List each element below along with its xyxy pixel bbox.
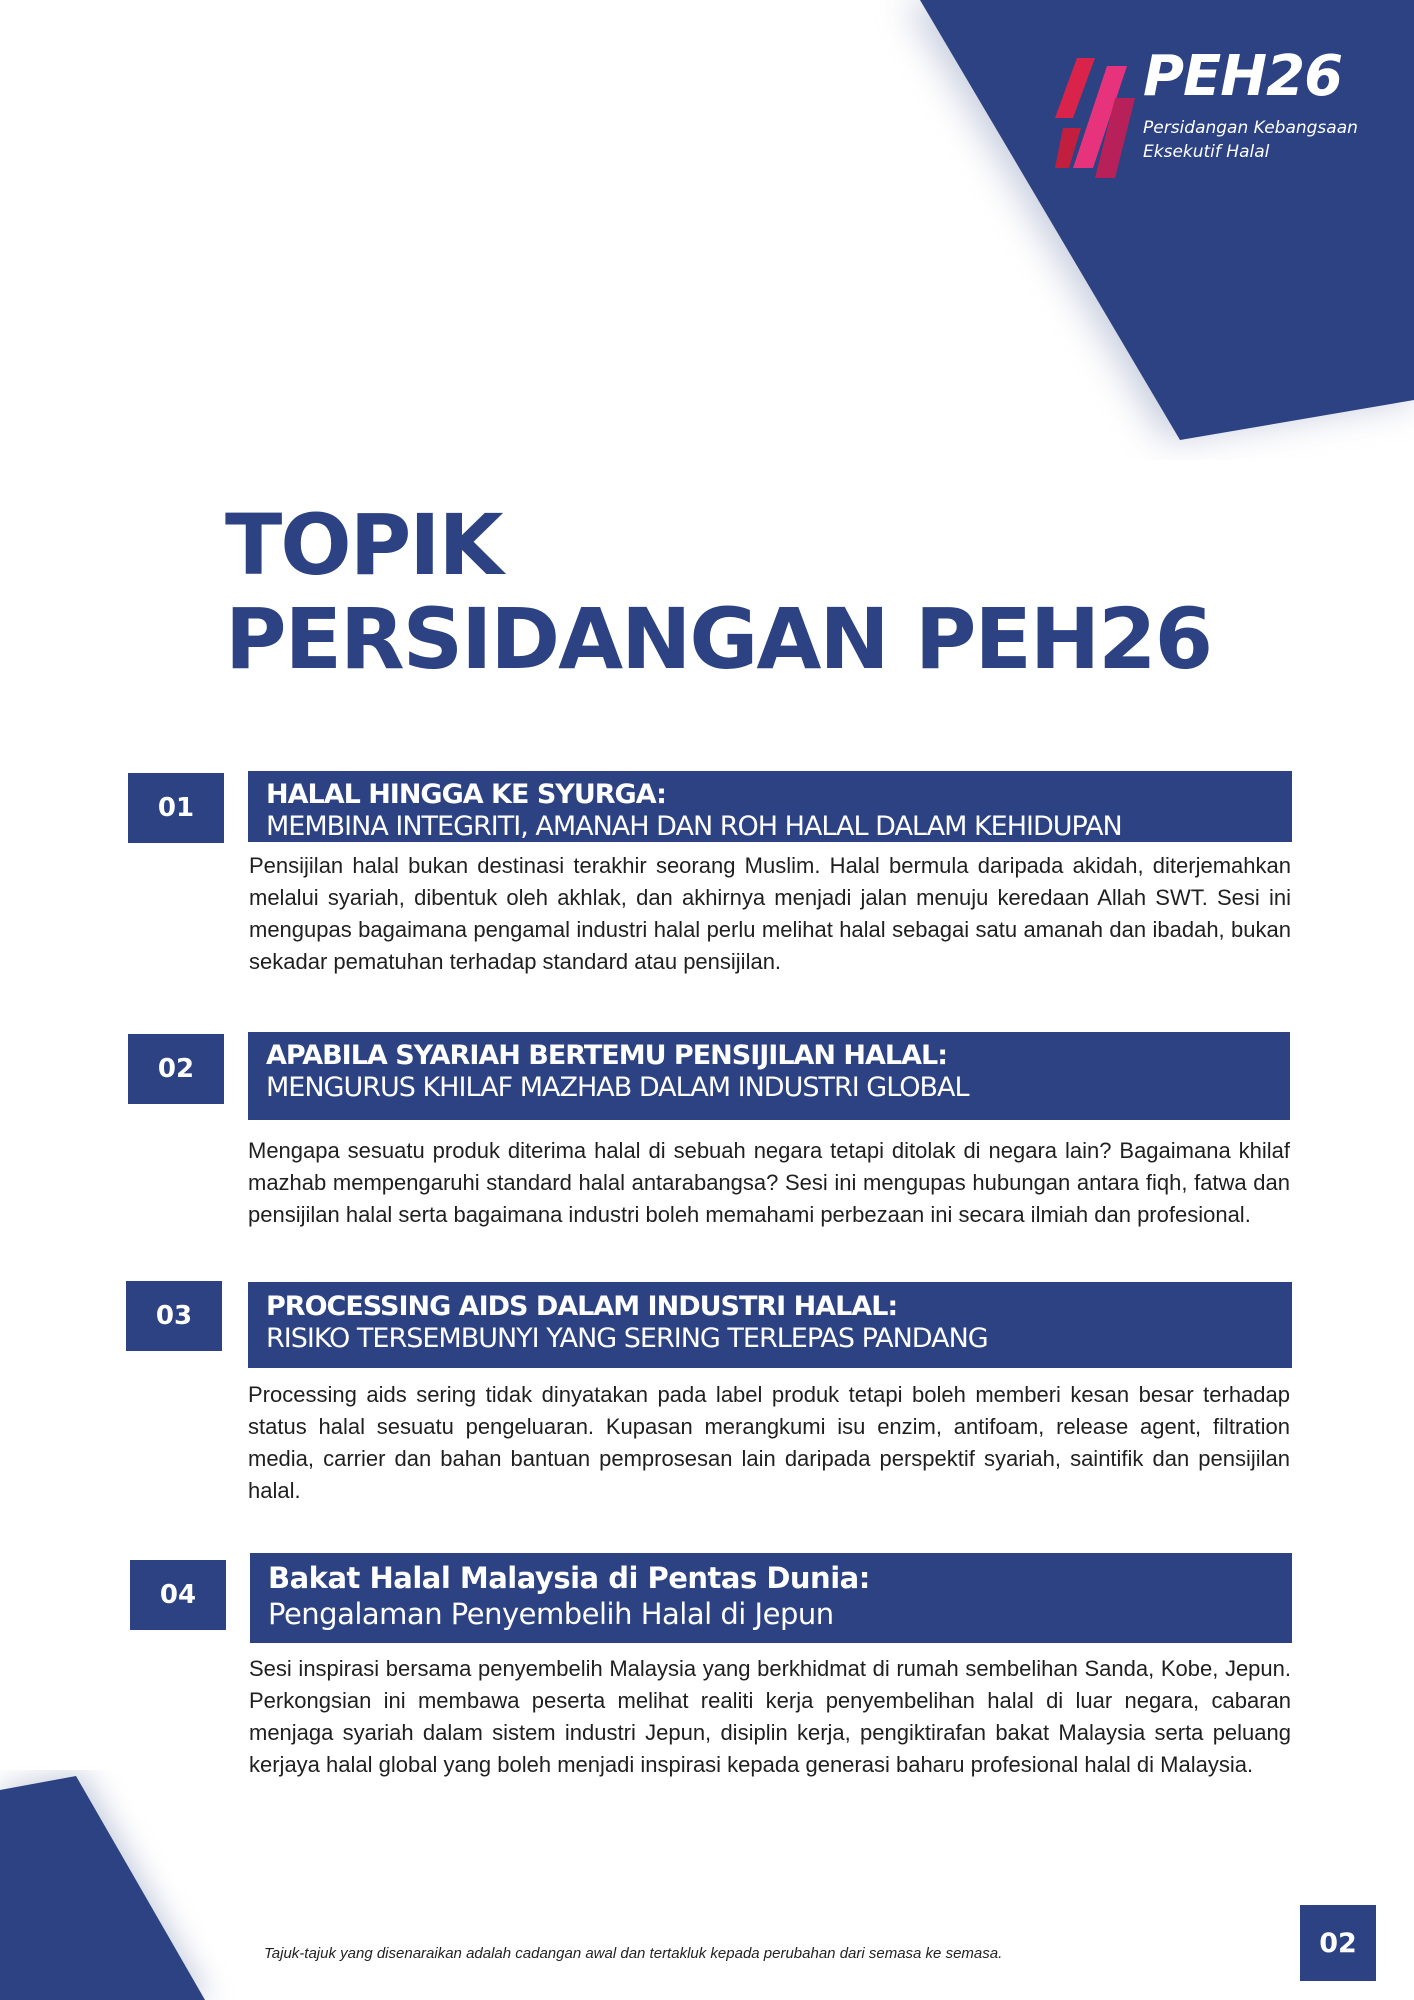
page-title (225, 498, 1211, 686)
logo-subtitle-line1: Persidangan Kebangsaan (1143, 118, 1358, 138)
topic-heading (248, 771, 1292, 842)
topic-heading-subtitle: MENGURUS KHILAF MAZHAB DALAM INDUSTRI GLOBAL (266, 1072, 969, 1103)
topic-description: Sesi inspirasi bersama penyembelih Malaysia yang berkhidmat di rumah sembelihan Sanda, Kobe, Jepun. Perkongsian ini membawa peserta melihat realiti kerja penyembelihan halal di luar negara, cabaran menjaga syariah dalam sistem industri Jepun, disiplin kerja, pengiktirafan bakat Malaysia serta peluang kerjaya halal global yang boleh menjadi inspirasi kepada generasi baharu profesional halal di Malaysia. (249, 1656, 1291, 1777)
topic-description: Mengapa sesuatu produk diterima halal di sebuah negara tetapi ditolak di negara lain? Bagaimana khilaf mazhab mempengaruhi standard halal antarabangsa? Sesi ini mengupas hubungan antara fiqh, fatwa dan pensijilan halal serta bagaimana industri boleh memahami perbezaan ini secara ilmiah dan profesional. (248, 1138, 1290, 1227)
topic-number-badge: 02 (128, 1034, 224, 1104)
topic-heading (248, 1282, 1292, 1368)
topic-number-badge: 03 (126, 1281, 222, 1351)
logo-mark-icon (1055, 58, 1135, 178)
page-number: 02 (1300, 1905, 1376, 1981)
topic-number-badge: 01 (128, 773, 224, 843)
topic-heading-subtitle: RISIKO TERSEMBUNYI YANG SERING TERLEPAS PANDANG (266, 1323, 988, 1354)
logo-title: PEH26 (1143, 44, 1343, 109)
peh26-logo (1055, 44, 1395, 182)
topic-heading-title: PROCESSING AIDS DALAM INDUSTRI HALAL: (266, 1291, 898, 1322)
topic-heading-subtitle: Pengalaman Penyembelih Halal di Jepun (268, 1597, 834, 1631)
page-title-line1: TOPIK (225, 496, 502, 594)
topic-heading-subtitle: MEMBINA INTEGRITI, AMANAH DAN ROH HALAL DALAM KEHIDUPAN (266, 811, 1122, 842)
topic-description: Processing aids sering tidak dinyatakan pada label produk tetapi boleh memberi kesan besar terhadap status halal sesuatu pengeluaran. Kupasan merangkumi isu enzim, antifoam, release agent, filtration media, carrier dan bahan bantuan pemprosesan lain daripada perspektif syariah, saintifik dan pensijilan halal. (248, 1382, 1290, 1503)
topic-heading-title: Bakat Halal Malaysia di Pentas Dunia: (268, 1561, 870, 1595)
topic-description: Pensijilan halal bukan destinasi terakhir seorang Muslim. Halal bermula daripada akidah, diterjemahkan melalui syariah, dibentuk oleh akhlak, dan akhirnya menjadi jalan menuju keredaan Allah SWT. Sesi ini mengupas bagaimana pengamal industri halal perlu melihat halal sebagai satu amanah dan ibadah, bukan sekadar pematuhan terhadap standard atau pensijilan. (249, 853, 1291, 974)
logo-subtitle-line2: Eksekutif Halal (1143, 142, 1270, 162)
topic-heading (250, 1553, 1292, 1643)
page-title-line2: PERSIDANGAN PEH26 (225, 590, 1212, 688)
bottom-left-corner-decoration (0, 1770, 240, 2000)
topic-number-badge: 04 (130, 1560, 226, 1630)
topic-heading-title: HALAL HINGGA KE SYURGA: (266, 779, 666, 810)
topic-heading (248, 1032, 1290, 1120)
topic-heading-title: APABILA SYARIAH BERTEMU PENSIJILAN HALAL: (266, 1040, 948, 1071)
footnote-disclaimer: Tajuk-tajuk yang disenaraikan adalah cadangan awal dan tertakluk kepada perubahan dari semasa ke semasa. (264, 1945, 1003, 1962)
